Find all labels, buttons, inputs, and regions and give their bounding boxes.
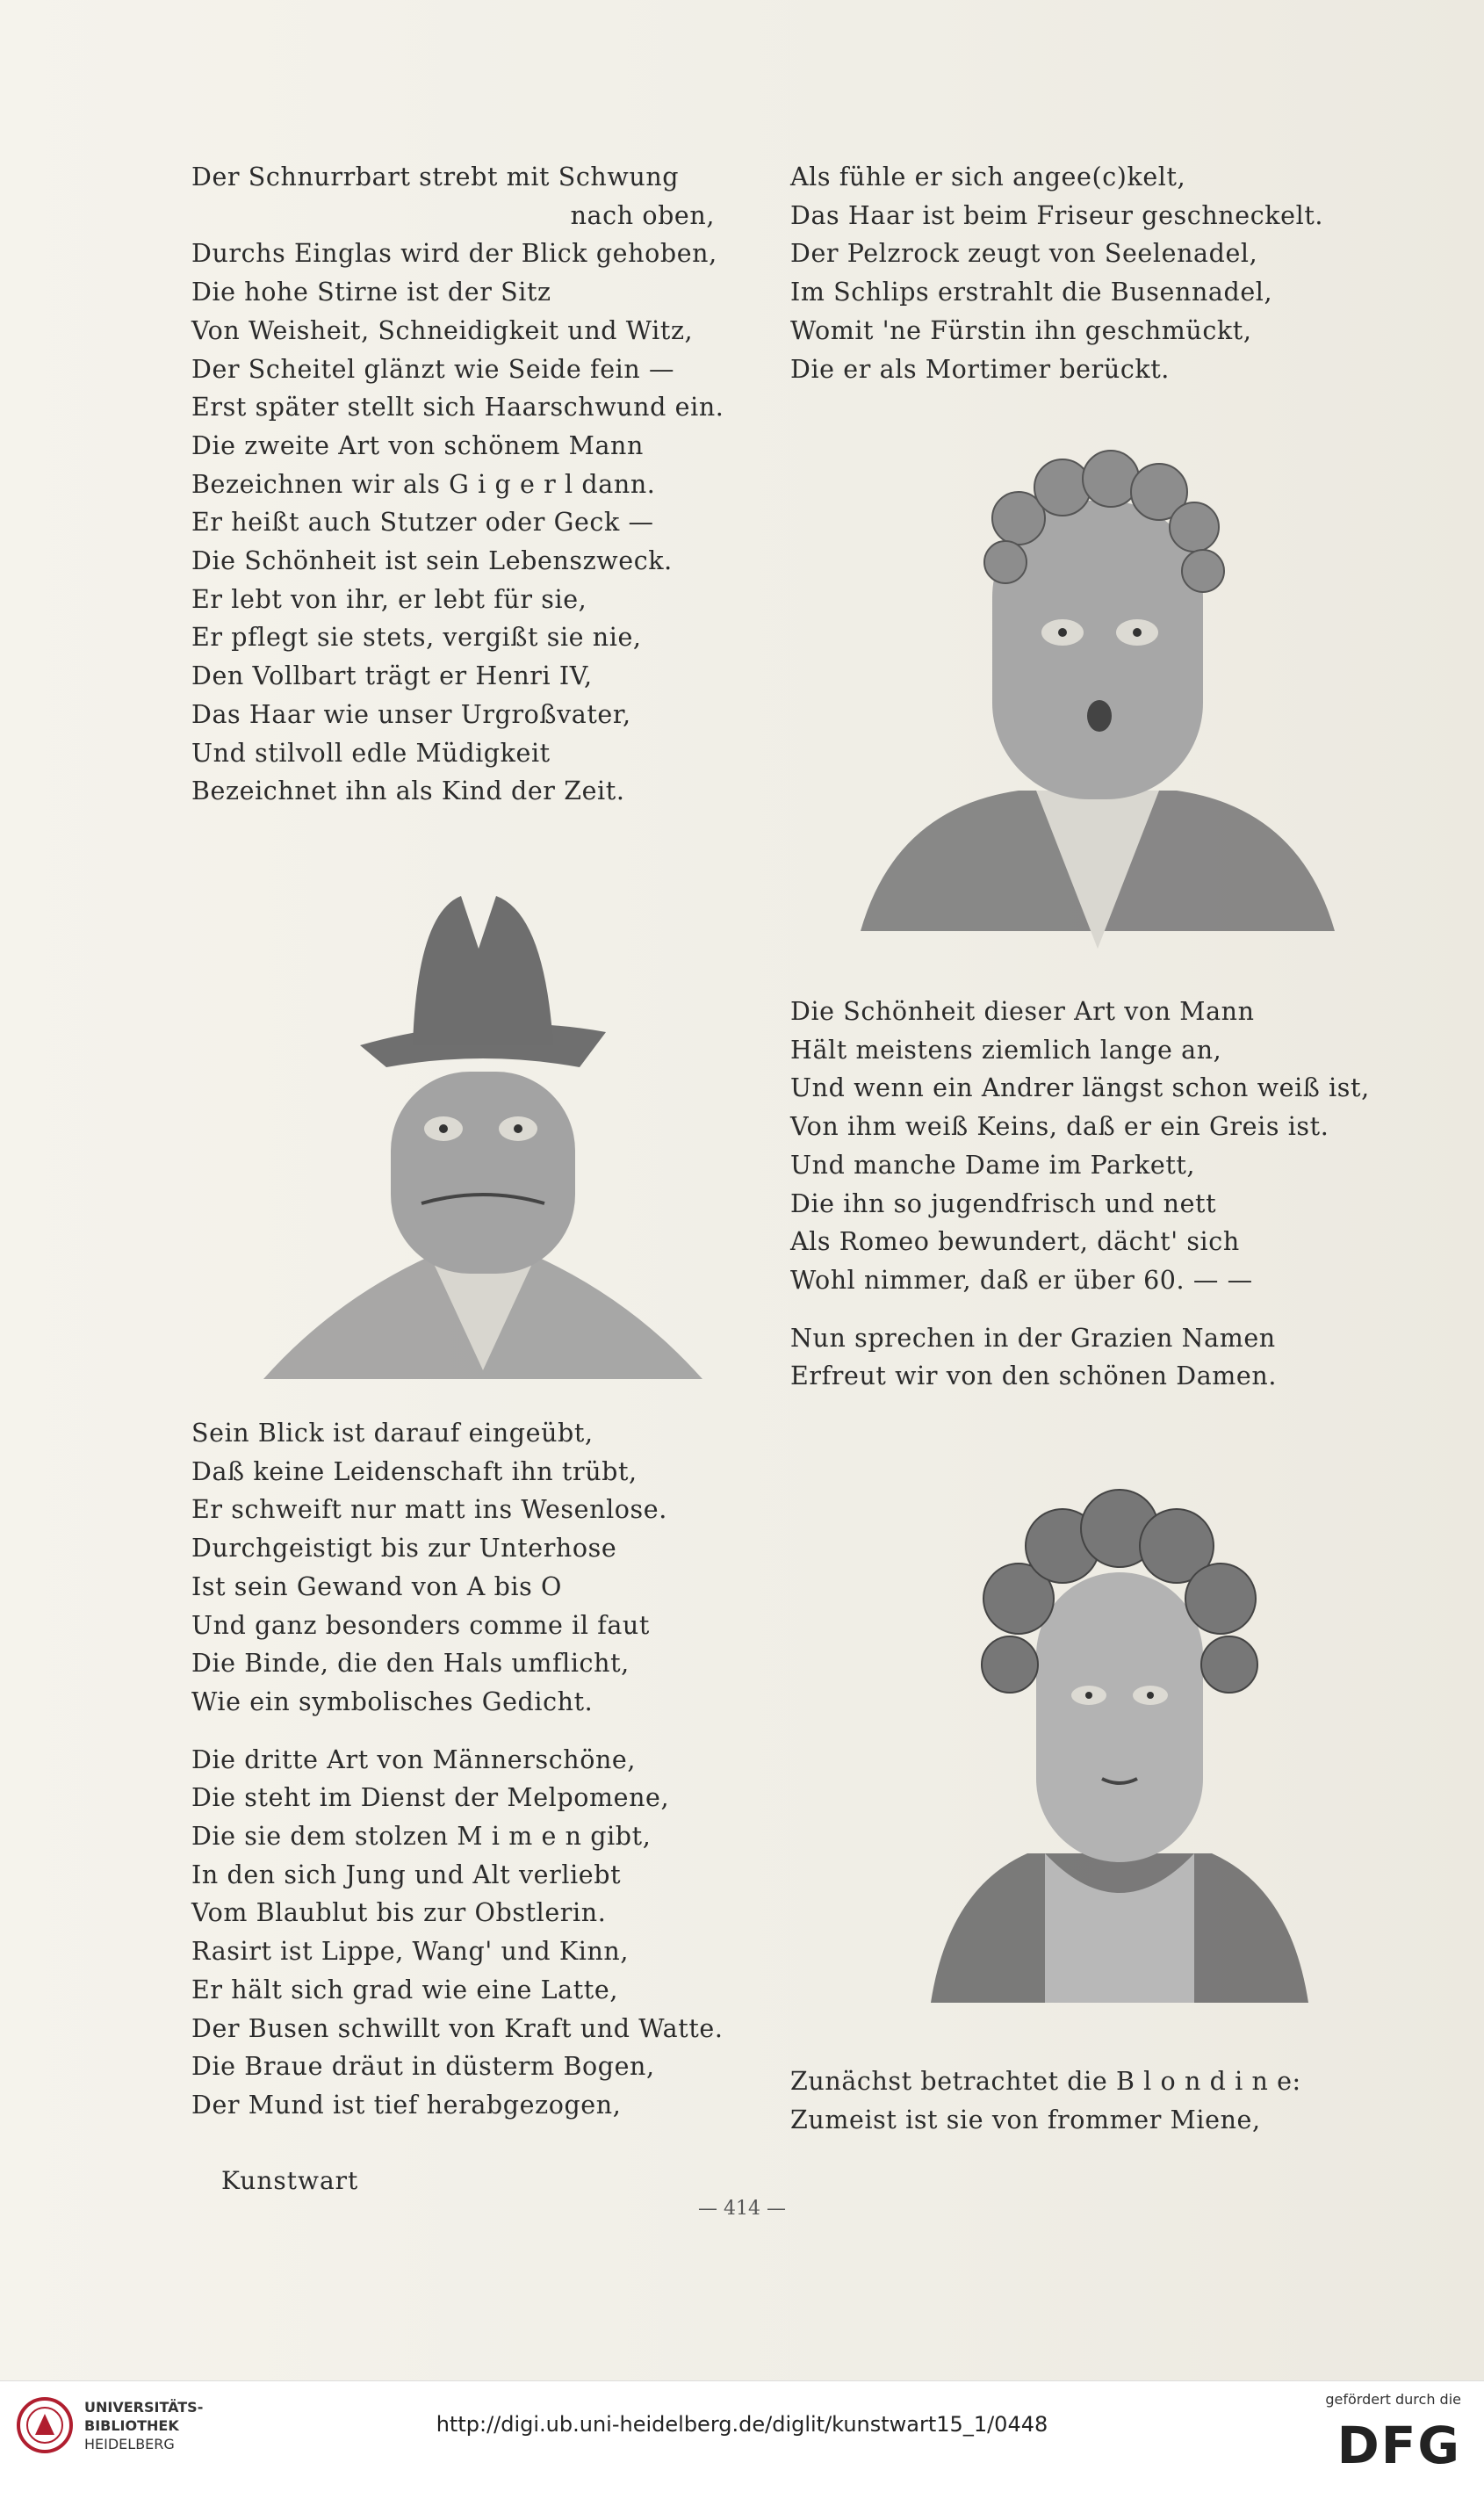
poem-line: Vom Blaublut bis zur Obstlerin. xyxy=(191,1898,607,1928)
poem-line: Als Romeo bewundert, dächt' sich xyxy=(790,1227,1240,1257)
poem-line: Er lebt von ihr, er lebt für sie, xyxy=(191,584,587,614)
poem-line: Er pflegt sie stets, vergißt sie nie, xyxy=(191,623,642,653)
poem-line: Durchs Einglas wird der Blick gehoben, xyxy=(191,239,717,269)
poem-line: Womit 'ne Fürstin ihn geschmückt, xyxy=(790,315,1252,345)
poem-line: Die Braue dräut in düsterm Bogen, xyxy=(191,2052,655,2082)
poem-line: Er schweift nur matt ins Wesenlose. xyxy=(191,1495,667,1525)
poem-line: Nun sprechen in der Grazien Namen xyxy=(790,1323,1276,1353)
poem-line: Die ihn so jugendfrisch und nett xyxy=(790,1188,1217,1218)
poem-line: Der Scheitel glänzt wie Seide fein — xyxy=(191,354,675,384)
poem-column-right-top xyxy=(790,158,1352,388)
poem-line: Erfreut wir von den schönen Damen. xyxy=(790,1361,1278,1391)
poem-line: Zumeist ist sie von frommer Miene, xyxy=(790,2105,1261,2134)
poem-line: Die Schönheit ist sein Lebenszweck. xyxy=(191,546,673,576)
poem-line: Von Weisheit, Schneidigkeit und Witz, xyxy=(191,315,694,345)
poem-line: Der Pelzrock zeugt von Seelenadel, xyxy=(790,239,1258,269)
poem-line: Die hohe Stirne ist der Sitz xyxy=(191,278,551,307)
poem-column-left-bottom xyxy=(191,1414,736,2125)
poem-line: Der Schnurrbart strebt mit Schwung xyxy=(191,163,680,191)
poem-line: Rasirt ist Lippe, Wang' und Kinn, xyxy=(191,1937,630,1967)
poem-line: Die sie dem stolzen M i m e n gibt, xyxy=(191,1822,652,1852)
portrait-curly-haired-man-illustration xyxy=(843,422,1352,966)
poem-line: Im Schlips erstrahlt die Busennadel, xyxy=(790,278,1273,307)
poem-line: In den sich Jung und Alt verliebt xyxy=(191,1860,622,1889)
poem-line: Das Haar ist beim Friseur geschneckelt. xyxy=(790,200,1324,230)
poem-line: Der Busen schwillt von Kraft und Watte. xyxy=(191,2013,724,2043)
poem-line: Der Mund ist tief herabgezogen, xyxy=(191,2090,622,2120)
poem-line: Die er als Mortimer berückt. xyxy=(790,354,1170,384)
poem-line: Zunächst betrachtet die B l o n d i n e: xyxy=(790,2067,1301,2096)
poem-line: Das Haar wie unser Urgroßvater, xyxy=(191,699,631,729)
poem-line: Die zweite Art von schönem Mann xyxy=(191,430,644,460)
poem-line: Als fühle er sich angee(c)kelt, xyxy=(790,163,1186,191)
portrait-man-with-hat-illustration xyxy=(228,878,738,1397)
stanza-gap xyxy=(191,1722,736,1741)
funding-note: gefördert durch die xyxy=(1325,2391,1461,2408)
poem-line: Bezeichnen wir als G i g e r l dann. xyxy=(191,469,656,499)
poem-line: Und manche Dame im Parkett, xyxy=(790,1150,1196,1180)
poem-line: Die Schönheit dieser Art von Mann xyxy=(790,997,1255,1026)
poem-line: Den Vollbart trägt er Henri IV, xyxy=(191,661,593,691)
poem-line: Hält meistens ziemlich lange an, xyxy=(790,1035,1222,1065)
poem-line: Wohl nimmer, daß er über 60. — — xyxy=(790,1265,1253,1295)
poem-line: Die Binde, die den Hals umflicht, xyxy=(191,1649,630,1679)
poem-column-right-bottom xyxy=(790,2062,1352,2139)
dfg-logo: DFG xyxy=(1336,2416,1461,2475)
poem-line: Und ganz besonders comme il faut xyxy=(191,1610,650,1640)
poem-line: Er hält sich grad wie eine Latte, xyxy=(191,1975,618,2004)
page-number: — 414 — xyxy=(698,2198,786,2220)
poem-line: nach oben, xyxy=(570,200,715,230)
library-name: UNIVERSITÄTS- BIBLIOTHEK HEIDELBERG xyxy=(84,2399,204,2452)
poem-line: Er heißt auch Stutzer oder Geck — xyxy=(191,508,654,538)
poem-line: Sein Blick ist darauf eingeübt, xyxy=(191,1419,594,1448)
poem-line: Daß keine Leidenschaft ihn trübt, xyxy=(191,1456,638,1486)
poem-line: Wie ein symbolisches Gedicht. xyxy=(191,1686,594,1716)
portrait-blonde-woman-illustration xyxy=(913,1476,1326,2038)
poem-line: Und stilvoll edle Müdigkeit xyxy=(191,738,551,768)
poem-line: Von ihm weiß Keins, daß er ein Greis ist. xyxy=(790,1112,1329,1142)
poem-line: Durchgeistigt bis zur Unterhose xyxy=(191,1534,617,1564)
poem-line: Bezeichnet ihn als Kind der Zeit. xyxy=(191,776,625,806)
poem-line: Die dritte Art von Männerschöne, xyxy=(191,1744,637,1774)
source-url-link[interactable]: http://digi.ub.uni-heidelberg.de/diglit/kunstwart15_1/0448 xyxy=(436,2412,1048,2437)
poem-line: Die steht im Dienst der Melpomene, xyxy=(191,1783,670,1813)
poem-line: Erst später stellt sich Haarschwund ein. xyxy=(191,393,724,423)
stanza-gap xyxy=(790,1300,1352,1319)
journal-signature: Kunstwart xyxy=(221,2166,359,2195)
poem-line: Ist sein Gewand von A bis O xyxy=(191,1571,563,1601)
digitization-footer xyxy=(0,2380,1484,2499)
poem-line: Und wenn ein Andrer längst schon weiß ist, xyxy=(790,1073,1370,1103)
poem-column-left-top xyxy=(191,158,724,811)
poem-column-right-middle xyxy=(790,993,1370,1396)
